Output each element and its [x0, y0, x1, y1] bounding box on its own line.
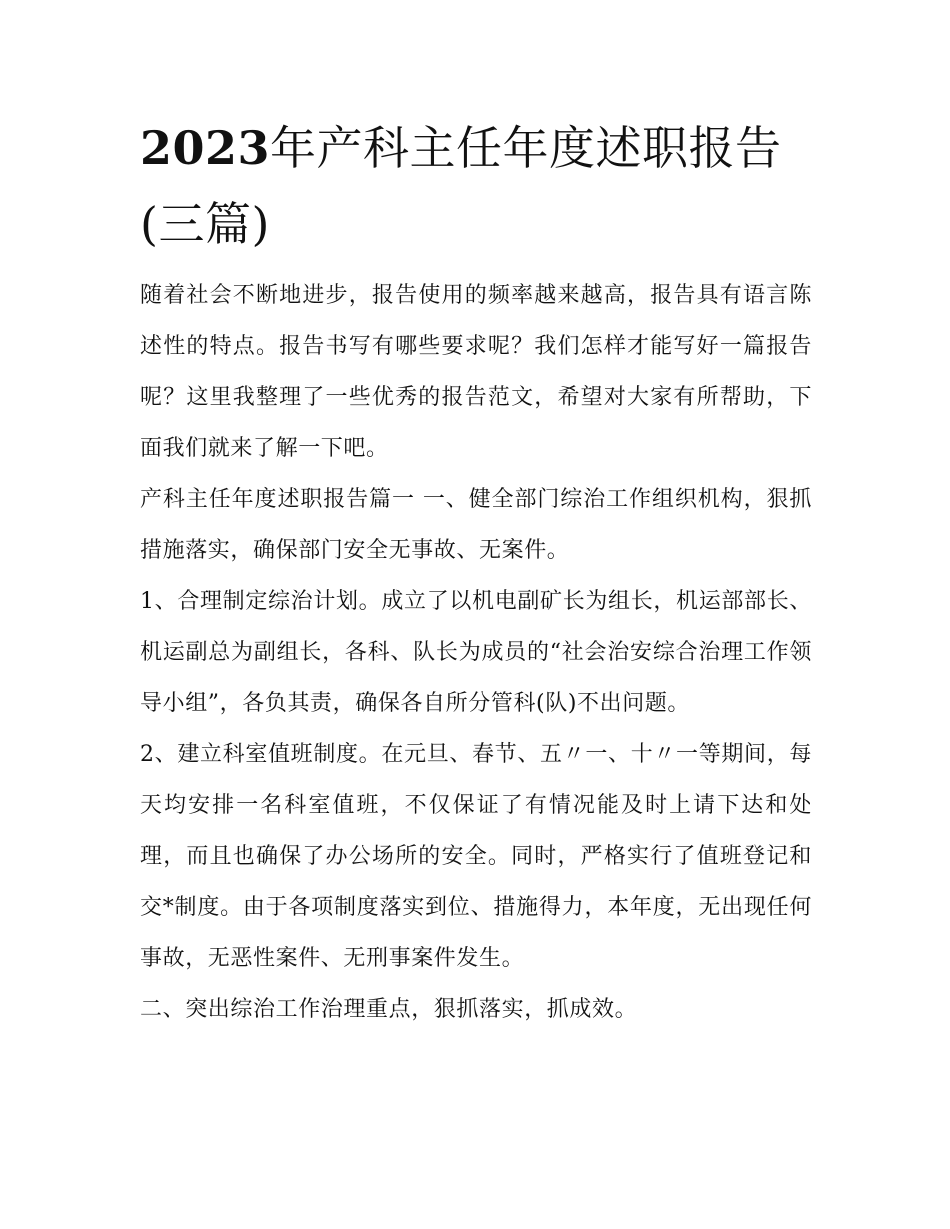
title-year: 2023 [140, 121, 271, 175]
section-one-heading-paragraph: 产科主任年度述职报告篇一 一、健全部门综治工作组织机构，狠抓措施落实，确保部门安全无事故、无案件。 [140, 487, 812, 563]
item-one-paragraph: 1、合理制定综治计划。成立了以机电副矿长为组长，机运部部长、机运副总为副组长，各科、队长为成员的“社会治安综合治理工作领导小组”，各负其责，确保各自所分管科(队)不出问题。 [140, 589, 812, 716]
item-two-paragraph: 2、建立科室值班制度。在元旦、春节、五〃一、十〃一等期间，每天均安排一名科室值班，不仅保证了有情况能及时上请下达和处理，而且也确保了办公场所的安全。同时，严格实行了值班登记和交*制度。由于各项制度落实到位、措施得力，本年度，无出现任何事故，无恶性案件、无刑事案件发生。 [140, 742, 812, 971]
document-page [140, 110, 812, 1035]
document-title [140, 110, 812, 262]
section-two-heading-paragraph: 二、突出综治工作治理重点，狠抓落实，抓成效。 [140, 997, 638, 1022]
title-text: 年产科主任年度述职报告(三篇) [140, 121, 782, 251]
intro-paragraph: 随着社会不断地进步，报告使用的频率越来越高，报告具有语言陈述性的特点。报告书写有哪些要求呢？我们怎样才能写好一篇报告呢？这里我整理了一些优秀的报告范文，希望对大家有所帮助，下面我们就来了解一下吧。 [140, 283, 812, 461]
